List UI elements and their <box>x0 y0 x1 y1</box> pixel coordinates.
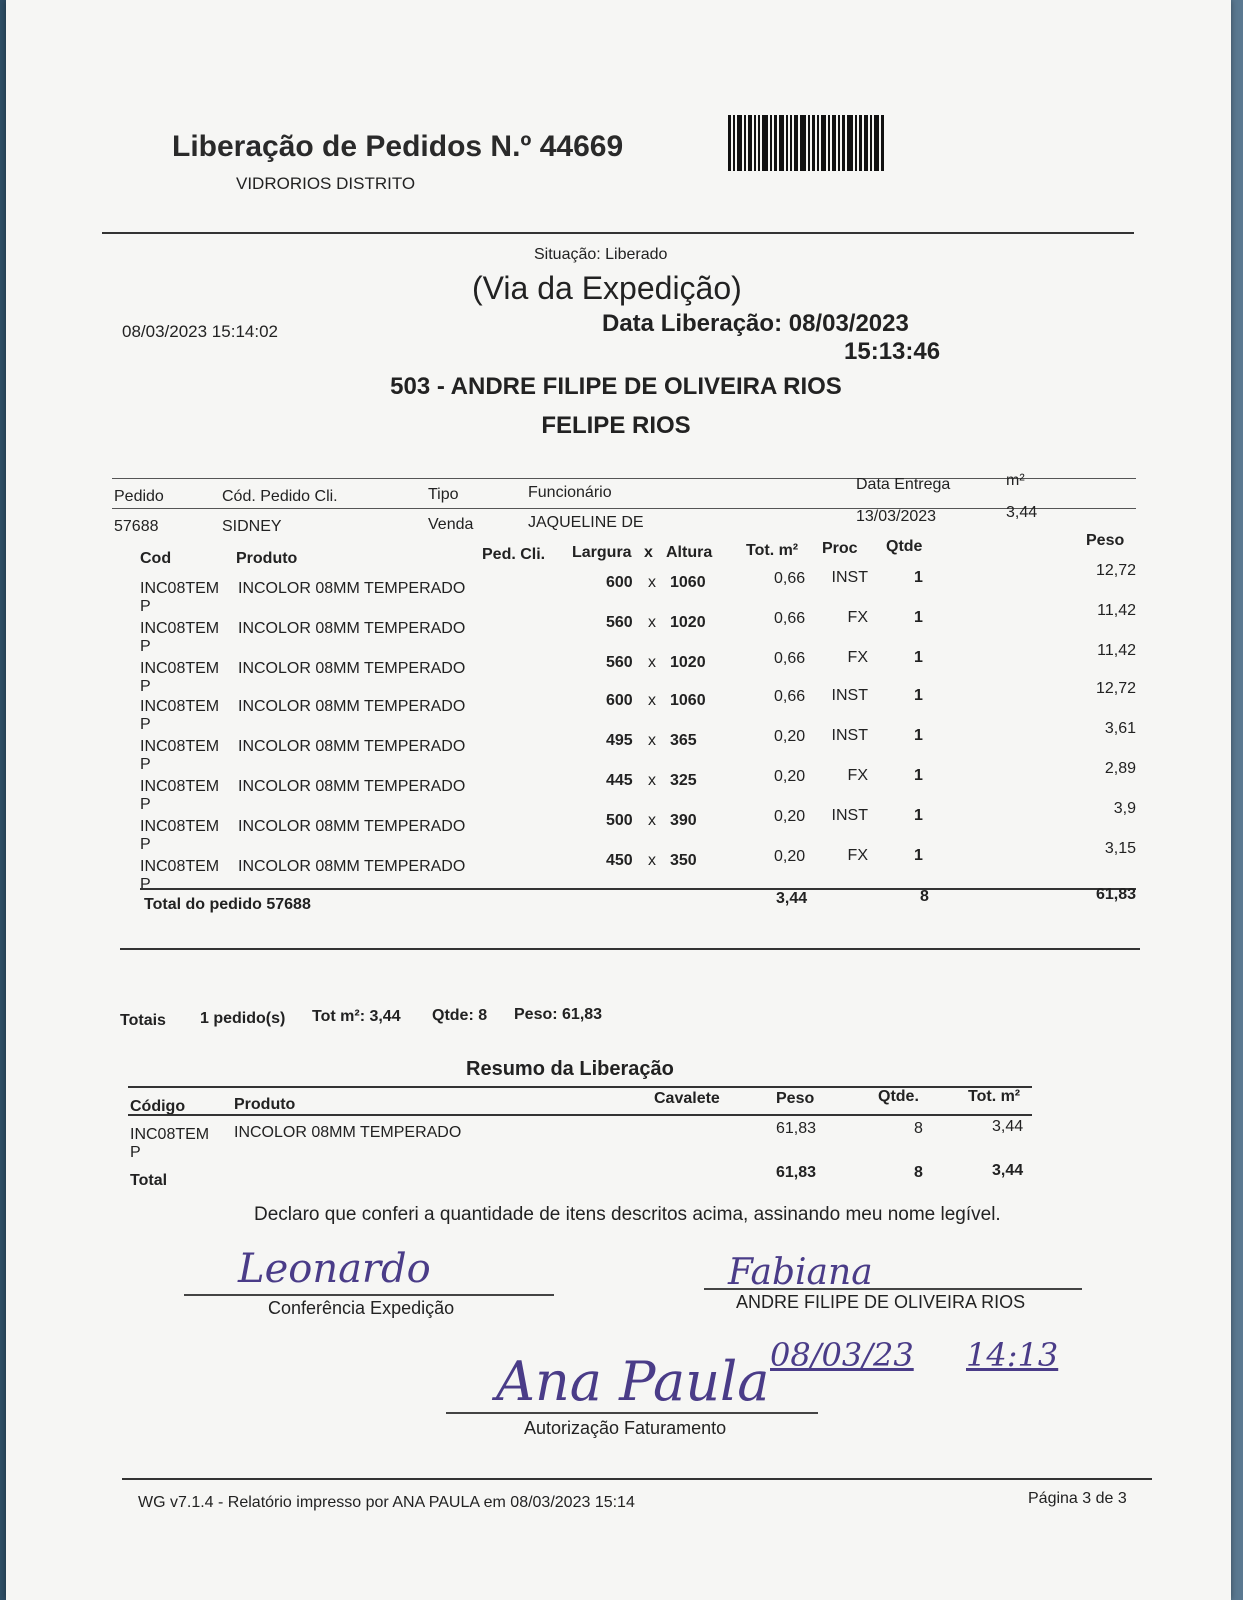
items-col-tot-m2: Tot. m² <box>746 542 799 559</box>
item-largura: 450 <box>606 852 633 869</box>
item-cod: INC08TEM P <box>140 778 220 813</box>
item-x: x <box>648 852 656 869</box>
status-text: Situação: Liberado <box>534 246 668 263</box>
summary-col-peso: Peso <box>776 1090 815 1107</box>
item-proc: INST <box>831 687 868 704</box>
signature-line-cliente <box>704 1288 1082 1290</box>
declaration-text: Declaro que conferi a quantidade de itens descritos acima, assinando meu nome legível. <box>254 1204 1001 1225</box>
footer-page-number: Página 3 de 3 <box>1028 1490 1127 1507</box>
summary-col-qtde: Qtde. <box>878 1088 919 1105</box>
totals-qtde: Qtde: 8 <box>432 1007 488 1024</box>
copy-type: (Via da Expedição) <box>472 270 742 306</box>
item-tot-m2: 0,66 <box>774 610 806 627</box>
item-x: x <box>648 614 656 631</box>
summary-col-cavalete: Cavalete <box>654 1090 720 1107</box>
order-total-label: Total do pedido 57688 <box>144 896 311 913</box>
item-produto: INCOLOR 08MM TEMPERADO <box>238 858 466 875</box>
items-col-largura: Largura <box>572 544 632 561</box>
item-x: x <box>648 812 656 829</box>
client-name: 503 - ANDRE FILIPE DE OLIVEIRA RIOS <box>390 373 842 400</box>
signature-faturamento: Ana Paula <box>496 1350 770 1413</box>
item-qtde: 1 <box>914 569 923 586</box>
item-produto: INCOLOR 08MM TEMPERADO <box>238 620 466 637</box>
col-funcionario: Funcionário <box>528 484 612 501</box>
item-largura: 495 <box>606 732 633 749</box>
order-total-qtde: 8 <box>920 888 929 905</box>
item-tot-m2: 0,66 <box>774 650 806 667</box>
item-largura: 500 <box>606 812 633 829</box>
col-tipo: Tipo <box>428 486 459 503</box>
summary-col-codigo: Código <box>130 1098 186 1115</box>
totals-label: Totais <box>120 1012 166 1029</box>
item-qtde: 1 <box>914 609 923 626</box>
handwritten-date: 08/03/23 <box>770 1336 914 1374</box>
item-qtde: 1 <box>914 767 923 784</box>
summary-col-tot-m2: Tot. m² <box>968 1088 1021 1105</box>
item-cod: INC08TEM P <box>140 698 220 733</box>
item-tot-m2: 0,66 <box>774 688 806 705</box>
summary-col-produto: Produto <box>234 1096 296 1113</box>
col-m2: m² <box>1006 472 1025 489</box>
item-qtde: 1 <box>914 649 923 666</box>
summary-header-rule <box>128 1114 1032 1116</box>
header-divider <box>102 232 1134 234</box>
order-m2: 3,44 <box>1006 504 1038 521</box>
order-top-rule <box>112 478 1136 479</box>
item-altura: 350 <box>670 852 697 869</box>
item-proc: FX <box>847 609 868 626</box>
item-tot-m2: 0,20 <box>774 768 806 785</box>
item-largura: 445 <box>606 772 633 789</box>
signature-cliente: Fabiana <box>728 1252 873 1293</box>
item-altura: 365 <box>670 732 697 749</box>
signature-label-conferencia: Conferência Expedição <box>268 1298 455 1318</box>
item-largura: 600 <box>606 692 633 709</box>
item-cod: INC08TEM P <box>140 858 220 893</box>
col-data-entrega: Data Entrega <box>856 476 951 493</box>
items-col-qtde: Qtde <box>886 538 923 555</box>
items-col-ped-cli: Ped. Cli. <box>482 546 546 563</box>
item-x: x <box>648 692 656 709</box>
col-pedido: Pedido <box>114 488 164 505</box>
item-tot-m2: 0,20 <box>774 728 806 745</box>
document-title: Liberação de Pedidos N.º 44669 <box>172 130 624 163</box>
item-produto: INCOLOR 08MM TEMPERADO <box>238 580 466 597</box>
item-peso: 2,89 <box>1104 760 1136 777</box>
item-x: x <box>648 574 656 591</box>
item-produto: INCOLOR 08MM TEMPERADO <box>238 778 466 795</box>
totals-m2: Tot m²: 3,44 <box>312 1008 401 1025</box>
item-proc: INST <box>831 569 868 586</box>
item-qtde: 1 <box>914 727 923 744</box>
item-peso: 3,9 <box>1113 800 1136 817</box>
order-employee: JAQUELINE DE <box>528 514 644 531</box>
item-produto: INCOLOR 08MM TEMPERADO <box>238 818 466 835</box>
item-produto: INCOLOR 08MM TEMPERADO <box>238 738 466 755</box>
order-client-code: SIDNEY <box>222 518 282 535</box>
footer-rule <box>122 1478 1152 1480</box>
item-cod: INC08TEM P <box>140 660 220 695</box>
item-qtde: 1 <box>914 687 923 704</box>
item-x: x <box>648 772 656 789</box>
item-peso: 12,72 <box>1095 680 1136 697</box>
summary-row-tot-m2: 3,44 <box>992 1118 1024 1135</box>
item-largura: 560 <box>606 654 633 671</box>
totals-pedidos: 1 pedido(s) <box>200 1010 286 1027</box>
order-end-rule <box>120 948 1140 950</box>
signature-label-faturamento: Autorização Faturamento <box>524 1418 727 1438</box>
signature-line-conferencia <box>184 1294 554 1296</box>
item-peso: 11,42 <box>1097 642 1136 659</box>
item-proc: FX <box>847 847 868 864</box>
summary-row-peso: 61,83 <box>776 1120 817 1137</box>
item-proc: INST <box>831 727 868 744</box>
summary-total-label: Total <box>130 1172 168 1189</box>
items-col-proc: Proc <box>822 540 858 557</box>
barcode <box>728 115 912 171</box>
item-proc: FX <box>847 649 868 666</box>
item-cod: INC08TEM P <box>140 620 220 655</box>
item-x: x <box>648 732 656 749</box>
item-altura: 1020 <box>670 654 706 671</box>
item-produto: INCOLOR 08MM TEMPERADO <box>238 660 466 677</box>
summary-total-qtde: 8 <box>914 1164 923 1181</box>
release-date: Data Liberação: 08/03/2023 <box>602 310 909 337</box>
client-nickname: FELIPE RIOS <box>541 412 691 439</box>
summary-title: Resumo da Liberação <box>466 1058 674 1080</box>
totals-peso: Peso: 61,83 <box>514 1006 603 1023</box>
summary-row-qtde: 8 <box>914 1120 923 1137</box>
order-type: Venda <box>428 516 474 533</box>
footer-printed-by: WG v7.1.4 - Relatório impresso por ANA PAULA em 08/03/2023 15:14 <box>138 1494 635 1511</box>
order-delivery-date: 13/03/2023 <box>856 508 937 525</box>
summary-total-tot-m2: 3,44 <box>992 1162 1024 1179</box>
signature-label-cliente: ANDRE FILIPE DE OLIVEIRA RIOS <box>736 1292 1026 1312</box>
item-altura: 1020 <box>670 614 706 631</box>
col-cod-pedido-cli: Cód. Pedido Cli. <box>222 488 338 505</box>
item-cod: INC08TEM P <box>140 738 220 773</box>
item-altura: 1060 <box>670 574 706 591</box>
item-largura: 600 <box>606 574 633 591</box>
item-produto: INCOLOR 08MM TEMPERADO <box>238 698 466 715</box>
handwritten-time: 14:13 <box>966 1336 1059 1374</box>
item-peso: 3,61 <box>1104 720 1136 737</box>
items-col-x: x <box>644 544 653 561</box>
item-proc: FX <box>847 767 868 784</box>
item-peso: 11,42 <box>1097 602 1136 619</box>
order-number: 57688 <box>114 518 159 535</box>
items-col-peso: Peso <box>1086 532 1125 549</box>
item-proc: INST <box>831 807 868 824</box>
company-name: VIDRORIOS DISTRITO <box>236 174 416 193</box>
item-peso: 3,15 <box>1104 840 1136 857</box>
document-page <box>6 0 1231 1600</box>
summary-row-produto: INCOLOR 08MM TEMPERADO <box>234 1124 462 1141</box>
item-x: x <box>648 654 656 671</box>
item-altura: 390 <box>670 812 697 829</box>
items-col-altura: Altura <box>666 544 713 561</box>
item-peso: 12,72 <box>1095 562 1136 579</box>
signature-conferencia: Leonardo <box>238 1246 431 1292</box>
order-total-m2: 3,44 <box>776 890 808 907</box>
item-cod: INC08TEM P <box>140 580 220 615</box>
item-tot-m2: 0,20 <box>774 808 806 825</box>
print-datetime: 08/03/2023 15:14:02 <box>122 322 278 341</box>
items-col-produto: Produto <box>236 550 298 567</box>
signature-line-faturamento <box>446 1412 818 1414</box>
item-qtde: 1 <box>914 847 923 864</box>
order-header-rule <box>112 508 1136 509</box>
order-total-peso: 61,83 <box>1095 886 1136 903</box>
item-qtde: 1 <box>914 807 923 824</box>
items-bottom-rule <box>140 888 1136 890</box>
summary-row-codigo: INC08TEM P <box>130 1126 210 1161</box>
item-cod: INC08TEM P <box>140 818 220 853</box>
release-time: 15:13:46 <box>844 338 941 365</box>
items-col-cod: Cod <box>140 550 172 567</box>
item-tot-m2: 0,20 <box>774 848 806 865</box>
item-altura: 325 <box>670 772 697 789</box>
item-largura: 560 <box>606 614 633 631</box>
item-tot-m2: 0,66 <box>774 570 806 587</box>
summary-total-peso: 61,83 <box>776 1164 817 1181</box>
item-altura: 1060 <box>670 692 706 709</box>
